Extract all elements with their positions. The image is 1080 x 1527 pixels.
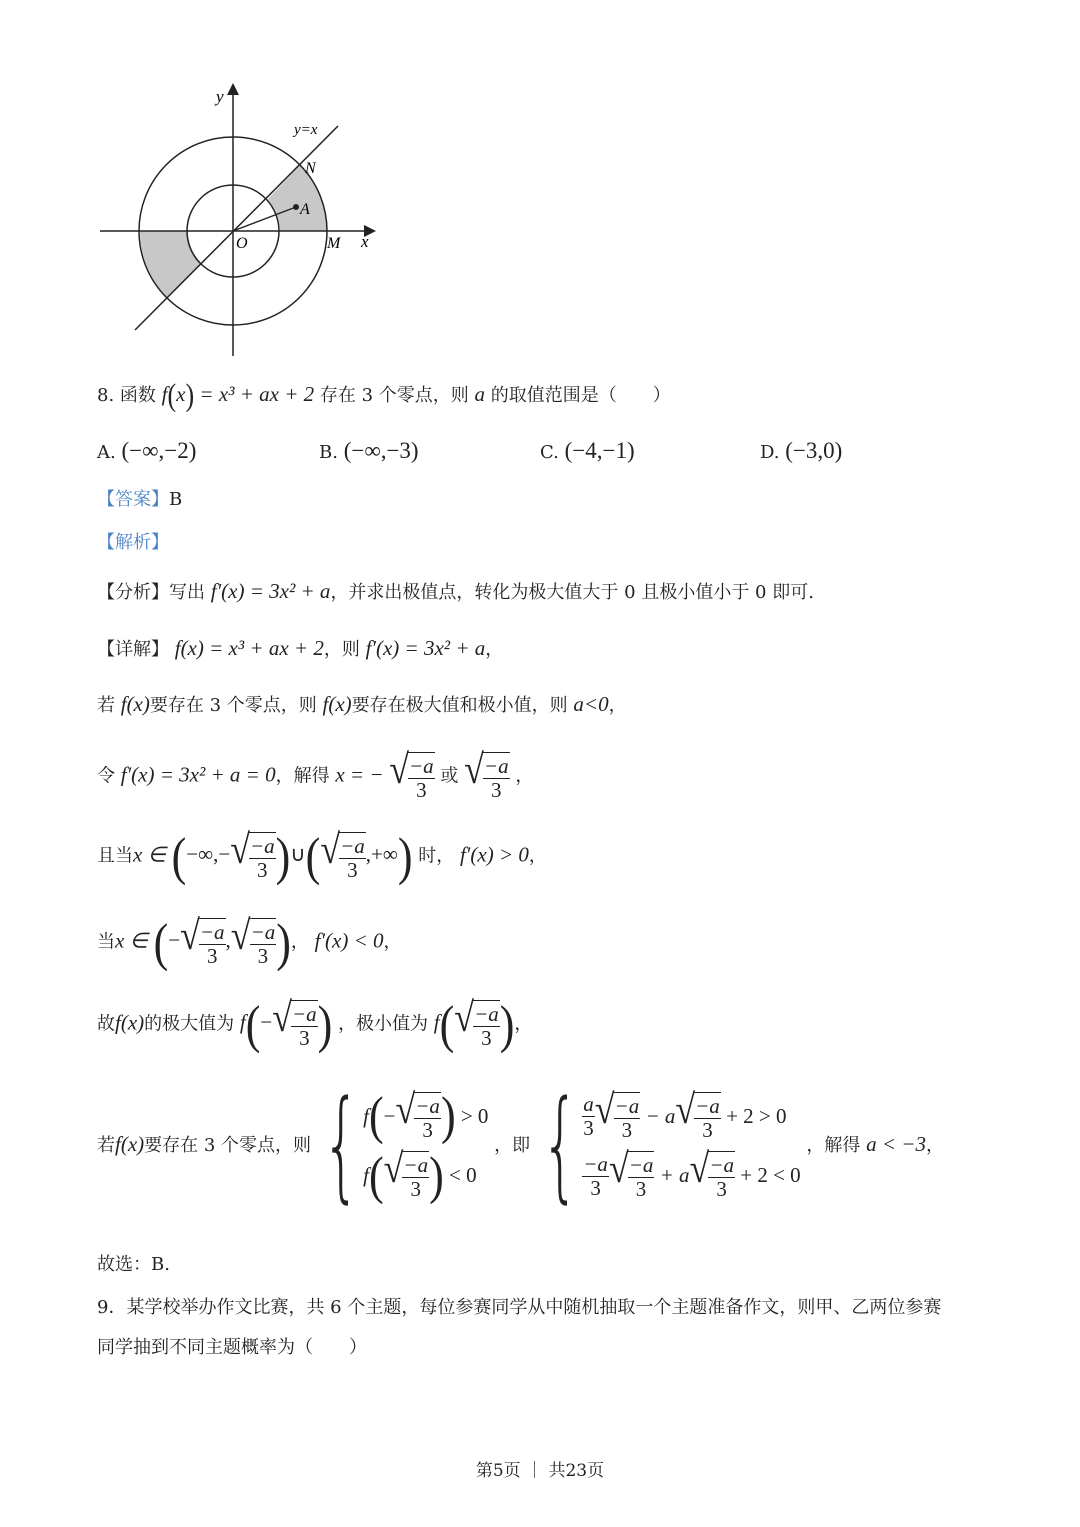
line1-t2: 要存在极大值和极小值，则 (351, 695, 568, 716)
frac-num: −a (292, 1002, 317, 1026)
frac-den: 3 (583, 1116, 594, 1141)
q8-equation: = x³ + ax + 2 (199, 381, 315, 406)
sqrt-5: √ $\frac{-a}{3}$ (180, 912, 225, 969)
line6-t2: ，解得 (806, 1135, 861, 1156)
label-A: A (300, 201, 310, 218)
frac-num: −a (474, 1002, 499, 1026)
option-a[interactable] (97, 438, 196, 464)
answer-line (97, 491, 182, 509)
line5-t2: ，极小值为 (338, 1013, 429, 1035)
label-line: y=x (294, 122, 318, 138)
option-d[interactable] (760, 438, 842, 464)
q8-middle: 存在 3 个零点，则 (319, 384, 469, 406)
line5-fx: f(x) (115, 1010, 145, 1035)
xiangjie-end: ， (485, 639, 504, 660)
frac-den: 3 (422, 1117, 433, 1142)
frac-num: −a (249, 834, 275, 858)
line1-pre: 若 (97, 695, 115, 716)
frac-den: 3 (299, 1026, 310, 1051)
system-2: { $\frac{a}{3}$ √ $\frac{-a}{3}$ − a √ $\frac{-a}{3}$ + 2 > 0 $\frac{-a}{3}$ √ $\frac{-a}{3}$ + a √ $\frac{-a}{3}$ + 2 < 0 (540, 1076, 801, 1215)
option-c-letter: C. (540, 442, 559, 463)
line2-pre: 令 (97, 765, 115, 787)
frac-num: −a (250, 920, 276, 944)
sqrt-2: √ $\frac{-a}{3}$ (464, 746, 509, 803)
q9-line2: 同学抽到不同主题概率为（ ） (97, 1337, 367, 1358)
line2-xeq: x = − (335, 762, 384, 787)
frac-den: 3 (702, 1117, 713, 1142)
frac-den: 3 (206, 944, 218, 969)
sqrt-3: √ $\frac{-a}{3}$ (230, 826, 275, 883)
xiangjie-tag: 【详解】 (97, 639, 169, 660)
line-5: 故f(x)的极大值为 f(− √ $\frac{-a}{3}$ ) ，极小值为 f( √ $\frac{-a}{3}$ )， (97, 994, 533, 1054)
fenxi-line (97, 581, 814, 602)
posinf: +∞ (371, 842, 398, 867)
q8-a: a (474, 381, 485, 406)
gu-line: 故选：B. (97, 1254, 170, 1275)
fenxi-tag: 【分析】 (97, 582, 169, 603)
frac-num: −a (614, 1093, 640, 1118)
frac-num: −a (340, 834, 365, 858)
shaded-region-upper (268, 164, 328, 231)
line5-pre: 故 (97, 1013, 115, 1035)
line4-formula: f′(x) < 0 (314, 928, 384, 953)
frac-den: 3 (590, 1175, 601, 1200)
option-a-value: (−∞,−2) (121, 438, 197, 463)
answer-tag: 【答案】 (97, 489, 169, 510)
option-d-letter: D. (760, 442, 780, 463)
frac-num: −a (628, 1153, 654, 1177)
shaded-region-lower (140, 231, 202, 298)
frac-num: −a (415, 1093, 440, 1118)
frac-den: 3 (257, 944, 269, 969)
answer-value: B (169, 489, 183, 510)
comma: , (365, 842, 371, 867)
line5-t1: 的极大值为 (144, 1013, 235, 1035)
frac-num: −a (709, 1153, 734, 1177)
label-O: O (236, 235, 248, 252)
line-6 (97, 1076, 944, 1215)
option-d-value: (−3,0) (785, 438, 843, 463)
analysis-tag: 【解析】 (97, 532, 169, 553)
xiangjie-mid: ，则 (323, 639, 360, 660)
line2-formula: f′(x) = 3x² + a = 0 (120, 762, 276, 787)
line1-fx2: f(x) (322, 692, 352, 716)
xiangjie-formula2: f′(x) = 3x² + a (365, 636, 486, 660)
option-a-letter: A. (97, 442, 116, 463)
plus-a: + a (659, 1163, 690, 1188)
frac-num: −a (695, 1093, 720, 1118)
option-b-letter: B. (319, 442, 338, 463)
line1-cond: a<0 (573, 692, 609, 716)
frac-den: 3 (416, 778, 427, 803)
line-4: 当x ∈ (− √ $\frac{-a}{3}$ , √ $\frac{-a}{3}$ )， f′(x) < 0， (97, 912, 402, 972)
sqrt-8: √ $\frac{-a}{3}$ (454, 994, 499, 1051)
line4-pre: 当 (97, 931, 115, 953)
plus2gt0: + 2 > 0 (726, 1103, 787, 1128)
frac-num: −a (409, 754, 434, 778)
frac-num: −a (403, 1153, 429, 1177)
frac-den: 3 (257, 858, 268, 883)
gt0: > 0 (460, 1103, 489, 1128)
comma: , (225, 928, 231, 953)
minus: − (383, 1103, 396, 1128)
frac-den: 3 (491, 778, 502, 803)
q8-suffix: 的取值范围是（ ） (490, 384, 671, 406)
line1-end: ， (608, 695, 627, 716)
line2-or: 或 (440, 765, 459, 787)
line6-t1: 要存在 3 个零点，则 (144, 1135, 312, 1156)
minus: − (168, 928, 181, 953)
frac-den: 3 (347, 858, 358, 883)
line3-formula: f′(x) > 0 (459, 842, 529, 867)
line6-result: a < −3 (866, 1132, 926, 1156)
fenxi-formula: f′(x) = 3x² + a (210, 579, 331, 603)
sqrt-6: √ $\frac{-a}{3}$ (230, 912, 276, 969)
line1-t1: 要存在 3 个零点，则 (149, 695, 317, 716)
frac-num: −a (199, 920, 225, 944)
xiangjie-line (97, 638, 503, 659)
point-A (293, 204, 299, 210)
line3-end: ， (528, 845, 547, 867)
page-footer: 第5页 ｜ 共23页 (475, 1461, 605, 1481)
line2-t1: ，解得 (275, 765, 330, 787)
line3-pre: 且当 (97, 845, 133, 867)
minus-a: − a (645, 1103, 676, 1128)
q8-x: x (176, 381, 186, 406)
question-8: 8. 函数 f(x) = x³ + ax + 2 存在 3 个零点，则 a 的取值范围是（ ） (97, 378, 671, 413)
option-c[interactable] (540, 438, 635, 464)
line5-end: ， (514, 1013, 533, 1035)
sqrt-4: √ $\frac{-a}{3}$ (320, 826, 365, 883)
q9-line1: 9．某学校举办作文比赛，共 6 个主题，每位参赛同学从中随机抽取一个主题准备作文，则甲、乙两位参赛 (97, 1297, 942, 1318)
line2-end: ， (515, 765, 534, 787)
frac-den: 3 (635, 1177, 647, 1202)
label-x: x (361, 232, 369, 251)
line4-xin: x ∈ (115, 928, 148, 953)
frac-num: −a (583, 1151, 608, 1176)
q8-number: 8. (97, 384, 115, 406)
frac-num: −a (483, 754, 509, 778)
frac-den: 3 (481, 1026, 492, 1051)
system-1: { f ( − √ $\frac{-a}{3}$ ) > 0 f ( √ $\frac{-a}{3}$ ) < 0 (321, 1076, 489, 1215)
line-2 (97, 746, 534, 803)
label-M: M (327, 235, 341, 252)
line-3: 且当x ∈ (−∞,− √ $\frac{-a}{3}$ )∪( √ $\frac{-a}{3}$ ,+∞) 时， f′(x) > 0， (97, 826, 547, 886)
cup: ∪ (290, 842, 306, 867)
line6-fx: f(x) (115, 1132, 145, 1156)
fenxi-post: ，并求出极值点，转化为极大值大于 0 且极小值小于 0 即可. (330, 582, 814, 603)
sqrt-1: √ $\frac{-a}{3}$ (389, 746, 434, 803)
frac-num: a (583, 1092, 594, 1117)
line6-pre: 若 (97, 1135, 115, 1156)
neginf: −∞,− (186, 842, 231, 867)
option-b[interactable] (319, 438, 419, 464)
lt0: < 0 (449, 1163, 477, 1188)
line3-t1: 时， (418, 845, 455, 867)
line1-fx: f(x) (120, 692, 150, 716)
xiangjie-formula1: f(x) = x³ + ax + 2 (174, 636, 324, 660)
option-c-value: (−4,−1) (564, 438, 635, 463)
option-b-value: (−∞,−3) (343, 438, 419, 463)
plus2lt0: + 2 < 0 (740, 1163, 801, 1188)
frac-den: 3 (716, 1177, 727, 1202)
q8-f: f (161, 381, 168, 406)
line4-end: ， (383, 931, 402, 953)
fenxi-pre: 写出 (169, 582, 205, 603)
q8-prefix: 函数 (119, 384, 156, 406)
minus: − (260, 1010, 273, 1035)
line6-ji: ，即 (494, 1135, 531, 1156)
label-N: N (305, 160, 316, 177)
sqrt-7: √ $\frac{-a}{3}$ (272, 994, 317, 1051)
frac-den: 3 (621, 1117, 633, 1142)
line6-end: ， (925, 1135, 944, 1156)
line-1 (97, 694, 627, 715)
figure-annulus (95, 80, 395, 365)
label-y: y (216, 87, 224, 106)
line3-xin: x ∈ (133, 842, 166, 867)
frac-den: 3 (410, 1177, 421, 1202)
